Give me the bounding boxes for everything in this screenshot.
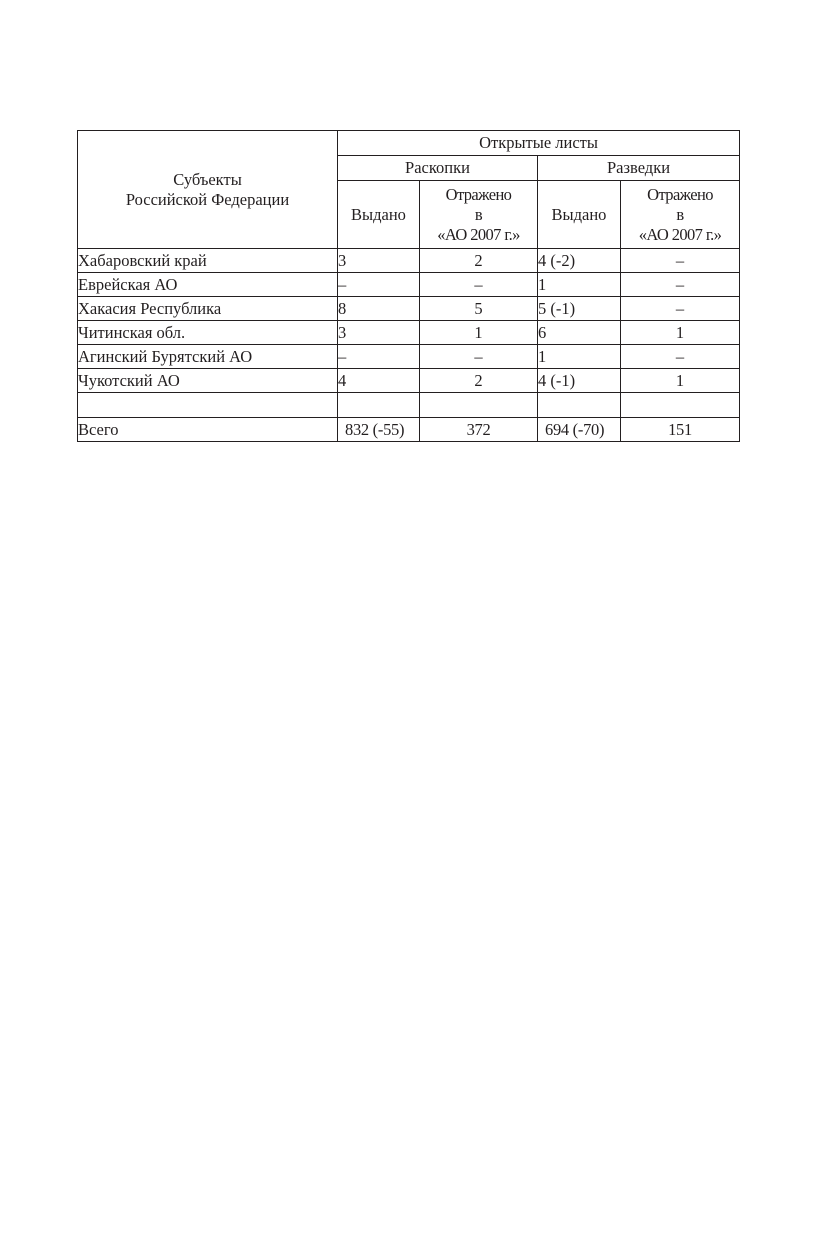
reconnaissance-issued-cell: 1 xyxy=(538,273,621,297)
excavations-reflected-cell: 1 xyxy=(420,321,538,345)
total-excavations-reflected-cell: 372 xyxy=(420,418,538,442)
open-sheets-group-header: Открытые листы xyxy=(338,131,740,156)
reconnaissance-issued-cell: 4 (-2) xyxy=(538,249,621,273)
table-row xyxy=(78,249,740,273)
subjects-header-line-1: Субъекты xyxy=(173,169,242,189)
excavations-reflected-cell: – xyxy=(420,273,538,297)
reconnaissance-reflected-cell: 1 xyxy=(621,321,740,345)
excavations-issued-cell: – xyxy=(338,273,420,297)
total-row xyxy=(78,418,740,442)
reconnaissance-issued-header: Выдано xyxy=(538,181,621,249)
total-label-cell: Всего xyxy=(78,418,338,442)
reconnaissance-reflected-cell: – xyxy=(621,249,740,273)
subjects-header-line-2: Российской Федерации xyxy=(125,189,290,209)
empty-cell xyxy=(538,393,621,418)
excavations-header: Раскопки xyxy=(338,156,538,181)
excavations-reflected-cell: – xyxy=(420,345,538,369)
excavations-issued-header: Выдано xyxy=(338,181,420,249)
table-row xyxy=(78,321,740,345)
excavations-issued-cell: – xyxy=(338,345,420,369)
total-reconnaissance-issued-cell: 694 (-70) xyxy=(538,418,621,442)
excavations-reflected-cell: 5 xyxy=(420,297,538,321)
reconnaissance-reflected-cell: – xyxy=(621,345,740,369)
reconnaissance-reflected-cell: – xyxy=(621,297,740,321)
excavations-reflected-cell: 2 xyxy=(420,369,538,393)
reflected-header-line-3: «АО 2007 г.» xyxy=(437,224,520,244)
table-header xyxy=(78,131,740,249)
header-row-1 xyxy=(78,131,740,156)
empty-cell xyxy=(338,393,420,418)
excavations-issued-cell: 4 xyxy=(338,369,420,393)
total-excavations-issued-cell: 832 (-55) xyxy=(338,418,420,442)
table-body xyxy=(78,249,740,442)
subject-name-cell: Хабаровский край xyxy=(78,249,338,273)
empty-row xyxy=(78,393,740,418)
excavations-reflected-cell: 2 xyxy=(420,249,538,273)
reconnaissance-reflected-cell: 1 xyxy=(621,369,740,393)
subject-name-cell: Хакасия Республика xyxy=(78,297,338,321)
table-row xyxy=(78,273,740,297)
reflected-header-line-3: «АО 2007 г.» xyxy=(638,224,722,244)
reconnaissance-reflected-cell: – xyxy=(621,273,740,297)
reconnaissance-issued-cell: 5 (-1) xyxy=(538,297,621,321)
subject-name-cell: Читинская обл. xyxy=(78,321,338,345)
empty-cell xyxy=(78,393,338,418)
table-row xyxy=(78,345,740,369)
excavations-reflected-header xyxy=(420,181,538,249)
reconnaissance-issued-cell: 6 xyxy=(538,321,621,345)
table-row xyxy=(78,369,740,393)
subjects-column-header xyxy=(78,131,338,249)
reflected-header-line-2: в xyxy=(676,204,684,224)
empty-cell xyxy=(420,393,538,418)
reconnaissance-issued-cell: 1 xyxy=(538,345,621,369)
total-reconnaissance-reflected-cell: 151 xyxy=(621,418,740,442)
reflected-header-line-1: Отражено xyxy=(445,184,512,204)
table-row xyxy=(78,297,740,321)
excavations-issued-cell: 3 xyxy=(338,249,420,273)
subject-name-cell: Чукотский АО xyxy=(78,369,338,393)
reflected-header-line-1: Отражено xyxy=(647,184,713,204)
subject-name-cell: Еврейская АО xyxy=(78,273,338,297)
reconnaissance-issued-cell: 4 (-1) xyxy=(538,369,621,393)
excavations-issued-cell: 8 xyxy=(338,297,420,321)
subject-name-cell: Агинский Бурятский АО xyxy=(78,345,338,369)
reconnaissance-reflected-header xyxy=(621,181,740,249)
excavations-issued-cell: 3 xyxy=(338,321,420,345)
open-sheets-table xyxy=(77,130,740,442)
reconnaissance-header: Разведки xyxy=(538,156,740,181)
reflected-header-line-2: в xyxy=(474,204,483,224)
empty-cell xyxy=(621,393,740,418)
